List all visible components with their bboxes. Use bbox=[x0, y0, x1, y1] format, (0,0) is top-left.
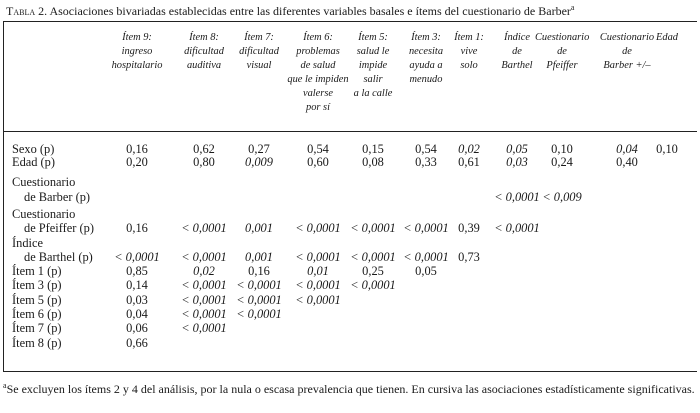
row-label: Ítem 6 (p) bbox=[12, 307, 62, 321]
table-cell: 0,73 bbox=[458, 250, 480, 264]
table-cell: < 0,0001 bbox=[181, 307, 227, 321]
column-header-line: impide bbox=[358, 60, 388, 71]
table-cell: 0,10 bbox=[656, 142, 678, 156]
column-header-line: hospitalario bbox=[111, 60, 163, 71]
table-cell: 0,02 bbox=[458, 142, 480, 156]
column-header-line: menudo bbox=[409, 74, 443, 85]
table-cell: 0,33 bbox=[415, 155, 437, 169]
column-header-line: solo bbox=[460, 60, 478, 71]
table-cell: 0,001 bbox=[245, 250, 273, 264]
top-rule bbox=[3, 21, 697, 22]
table-cell: 0,20 bbox=[126, 155, 148, 169]
column-header-line: Barber +/– bbox=[603, 60, 651, 71]
table-cell: < 0,0001 bbox=[350, 278, 396, 292]
column-header-line: de bbox=[557, 46, 567, 57]
table-cell: 0,61 bbox=[458, 155, 480, 169]
column-header-line: valerse bbox=[302, 88, 333, 99]
column-header bbox=[401, 31, 451, 87]
column-header bbox=[650, 31, 684, 45]
table-cell: 0,16 bbox=[126, 142, 148, 156]
column-header-line: ingreso bbox=[121, 46, 153, 57]
row-label: Índice bbox=[12, 236, 43, 250]
column-header bbox=[535, 31, 589, 73]
table-caption: Asociaciones bivariadas establecidas entre las diferentes variables basales e ítems del cuestionario de Barber bbox=[49, 4, 571, 18]
row-label: Sexo (p) bbox=[12, 142, 55, 156]
table-cell: < 0,009 bbox=[542, 190, 582, 204]
table-cell: < 0,0001 bbox=[114, 250, 160, 264]
table-cell: 0,06 bbox=[126, 321, 148, 335]
column-header-line: Ítem 3: bbox=[411, 32, 441, 43]
row-label: Ítem 5 (p) bbox=[12, 293, 62, 307]
column-header-line: Pfeiffer bbox=[546, 60, 578, 71]
row-label: Edad (p) bbox=[12, 155, 56, 169]
table-cell: < 0,0001 bbox=[236, 278, 282, 292]
column-header bbox=[348, 31, 398, 101]
column-header-line: Ítem 5: bbox=[358, 32, 388, 43]
column-header-line: visual bbox=[246, 60, 272, 71]
column-header-line: Cuestionario bbox=[599, 32, 655, 43]
table-cell: 0,54 bbox=[307, 142, 329, 156]
table-cell: 0,04 bbox=[616, 142, 638, 156]
footnote-text: Se excluyen los ítems 2 y 4 del análisis, por la nula o escasa prevalencia que tienen. En cursiva las asociaciones estadísticamente significativas. bbox=[6, 382, 695, 396]
column-header bbox=[235, 31, 283, 73]
column-header bbox=[286, 31, 350, 115]
table-cell: < 0,0001 bbox=[295, 293, 341, 307]
column-header-line: salud le bbox=[356, 46, 390, 57]
column-header-line: Ítem 1: bbox=[454, 32, 484, 43]
table-cell: 0,02 bbox=[193, 264, 215, 278]
column-header-line: de bbox=[622, 46, 632, 57]
column-header bbox=[107, 31, 167, 73]
table-cell: < 0,0001 bbox=[295, 278, 341, 292]
table-cell: 0,03 bbox=[506, 155, 528, 169]
body-left-border bbox=[3, 131, 4, 371]
table-cell: 0,62 bbox=[193, 142, 215, 156]
column-header-line: Edad bbox=[656, 32, 678, 43]
table-cell: 0,39 bbox=[458, 221, 480, 235]
table-cell: < 0,0001 bbox=[403, 221, 449, 235]
column-header-line: que le impiden bbox=[287, 74, 349, 85]
table-cell: 0,15 bbox=[362, 142, 384, 156]
table-cell: 0,66 bbox=[126, 336, 148, 350]
table-cell: 0,03 bbox=[126, 293, 148, 307]
table-title bbox=[6, 3, 574, 19]
table-cell: < 0,0001 bbox=[236, 293, 282, 307]
footnote-mark: a bbox=[570, 3, 575, 12]
row-label: Ítem 8 (p) bbox=[12, 336, 62, 350]
column-header-line: necesita bbox=[408, 46, 444, 57]
table-cell: < 0,0001 bbox=[236, 307, 282, 321]
row-label: de Pfeiffer (p) bbox=[24, 221, 94, 235]
bottom-rule bbox=[3, 371, 697, 372]
column-header-line: vive bbox=[460, 46, 478, 57]
table-cell: 0,05 bbox=[506, 142, 528, 156]
table-cell: 0,001 bbox=[245, 221, 273, 235]
table-cell: 0,10 bbox=[551, 142, 573, 156]
column-header-line: Barthel bbox=[501, 60, 533, 71]
row-label: Cuestionario bbox=[12, 175, 76, 189]
header-rule bbox=[3, 131, 697, 132]
column-header-line: a la calle bbox=[353, 88, 393, 99]
header-left-border bbox=[3, 21, 4, 131]
footnote-mark: a bbox=[3, 381, 7, 390]
row-label: Ítem 1 (p) bbox=[12, 264, 62, 278]
row-label: de Barber (p) bbox=[24, 190, 91, 204]
table-cell: < 0,0001 bbox=[494, 190, 540, 204]
table-cell: < 0,0001 bbox=[350, 221, 396, 235]
row-label: Cuestionario bbox=[12, 207, 76, 221]
table-cell: 0,08 bbox=[362, 155, 384, 169]
table-cell: 0,40 bbox=[616, 155, 638, 169]
column-header-line: dificultad bbox=[184, 46, 224, 57]
column-header-line: Ítem 8: bbox=[189, 32, 219, 43]
table-cell: < 0,0001 bbox=[181, 278, 227, 292]
table-cell: 0,009 bbox=[245, 155, 273, 169]
column-header-line: ayuda a bbox=[409, 60, 443, 71]
row-label: Ítem 3 (p) bbox=[12, 278, 62, 292]
table-cell: 0,04 bbox=[126, 307, 148, 321]
row-label: Ítem 7 (p) bbox=[12, 321, 62, 335]
footnote bbox=[3, 378, 697, 397]
table-cell: 0,16 bbox=[126, 221, 148, 235]
column-header-line: Ítem 6: bbox=[303, 32, 333, 43]
table-cell: < 0,0001 bbox=[181, 250, 227, 264]
table-cell: < 0,0001 bbox=[181, 293, 227, 307]
column-header-line: por sí bbox=[306, 102, 330, 113]
table-cell: < 0,0001 bbox=[403, 250, 449, 264]
table-cell: < 0,0001 bbox=[295, 250, 341, 264]
row-label: de Barthel (p) bbox=[24, 250, 93, 264]
table-cell: < 0,0001 bbox=[494, 221, 540, 235]
column-header-line: problemas bbox=[296, 46, 340, 57]
column-header bbox=[452, 31, 486, 73]
column-header-line: de salud bbox=[300, 60, 336, 71]
table-cell: 0,60 bbox=[307, 155, 329, 169]
column-header-line: auditiva bbox=[186, 60, 222, 71]
table-cell: 0,01 bbox=[307, 264, 329, 278]
table-cell: < 0,0001 bbox=[295, 221, 341, 235]
table-cell: 0,16 bbox=[248, 264, 270, 278]
column-header bbox=[176, 31, 232, 73]
table-cell: 0,25 bbox=[362, 264, 384, 278]
table-cell: 0,54 bbox=[415, 142, 437, 156]
table-cell: 0,05 bbox=[415, 264, 437, 278]
table-number: Tabla 2. bbox=[6, 4, 48, 18]
column-header-line: de bbox=[512, 46, 522, 57]
table-cell: < 0,0001 bbox=[181, 321, 227, 335]
column-header-line: Cuestionario bbox=[535, 32, 590, 43]
column-header-line: Ítem 7: bbox=[244, 32, 274, 43]
table-cell: 0,14 bbox=[126, 278, 148, 292]
table-cell: < 0,0001 bbox=[181, 221, 227, 235]
column-header-line: Ítem 9: bbox=[122, 32, 152, 43]
table-cell: < 0,0001 bbox=[350, 250, 396, 264]
table-cell: 0,85 bbox=[126, 264, 148, 278]
column-header-line: salir bbox=[363, 74, 383, 85]
table-cell: 0,80 bbox=[193, 155, 215, 169]
table-cell: 0,24 bbox=[551, 155, 573, 169]
column-header-line: Índice bbox=[504, 32, 530, 43]
table-cell: 0,27 bbox=[248, 142, 270, 156]
column-header-line: dificultad bbox=[239, 46, 279, 57]
column-header bbox=[496, 31, 538, 73]
